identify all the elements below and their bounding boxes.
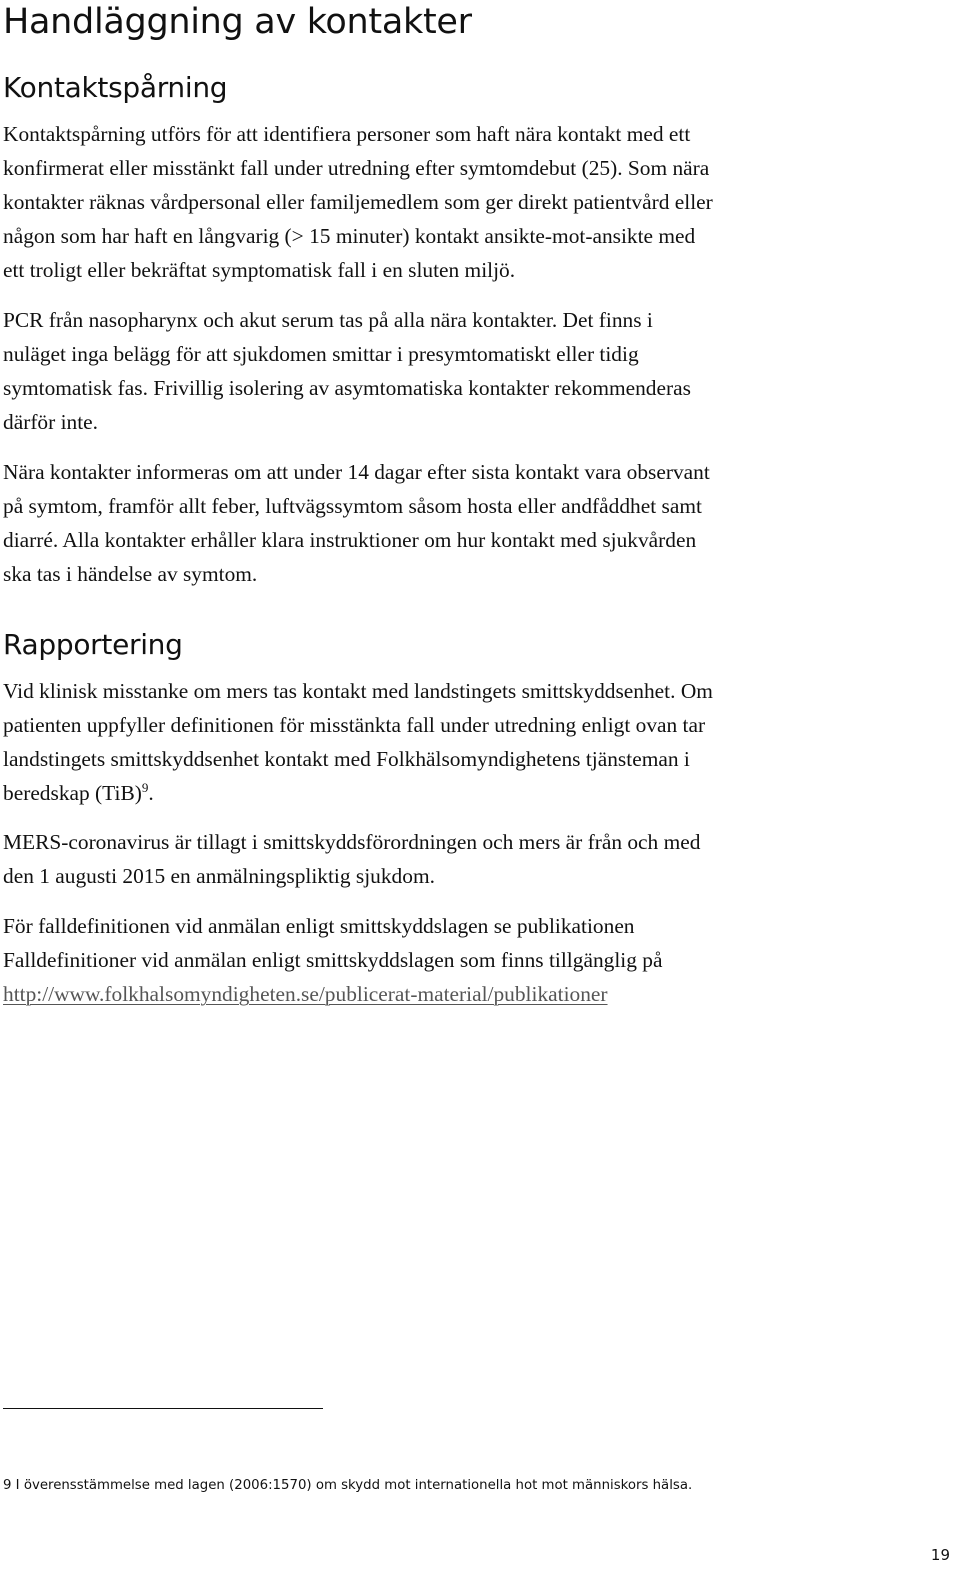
- text-line: Vid klinisk misstanke om mers tas kontakt med landstingets smittskyddsenhet. Om: [3, 679, 713, 703]
- text-line: ska tas i händelse av symtom.: [3, 562, 258, 586]
- paragraph-falldefinition: [3, 909, 823, 1011]
- paragraph-information-kontakter: [3, 455, 823, 591]
- text-line: diarré. Alla kontakter erhåller klara instruktioner om hur kontakt med sjukvården: [3, 528, 697, 552]
- footnote-reference: 9: [141, 779, 149, 795]
- paragraph-mers-anmalningspliktig: [3, 825, 823, 893]
- text-line: Nära kontakter informeras om att under 14 dagar efter sista kontakt vara observant: [3, 460, 710, 484]
- text-line: För falldefinitionen vid anmälan enligt smittskyddslagen se publikationen: [3, 914, 635, 938]
- paragraph-rapportering-smittskydd: [3, 674, 823, 810]
- text-line: landstingets smittskyddsenhet kontakt med Folkhälsomyndighetens tjänsteman i: [3, 747, 690, 771]
- section-title-rapportering: Rapportering: [3, 628, 183, 661]
- text-line: [3, 977, 823, 1011]
- text-line: symtomatisk fas. Frivillig isolering av asymtomatiska kontakter rekommenderas: [3, 376, 691, 400]
- text-line: PCR från nasopharynx och akut serum tas på alla nära kontakter. Det finns i: [3, 308, 653, 332]
- section-title-kontaktsparning: Kontaktspårning: [3, 71, 228, 104]
- text-line: någon som har haft en långvarig (> 15 minuter) kontakt ansikte-mot-ansikte med: [3, 224, 696, 248]
- text-line: ett troligt eller bekräftat symptomatisk fall i en sluten miljö.: [3, 258, 516, 282]
- text-fragment: .: [148, 781, 154, 805]
- paragraph-kontaktsparning-definition: [3, 117, 823, 287]
- text-line: MERS-coronavirus är tillagt i smittskyddsförordningen och mers är från och med: [3, 830, 701, 854]
- text-line: patienten uppfyller definitionen för misstänkta fall under utredning enligt ovan tar: [3, 713, 706, 737]
- page-number: 19: [930, 1546, 950, 1564]
- text-line: Falldefinitioner vid anmälan enligt smittskyddslagen som finns tillgänglig på: [3, 948, 663, 972]
- footnote-divider: [3, 1408, 323, 1409]
- text-line: kontakter räknas vårdpersonal eller familjemedlem som ger direkt patientvård eller: [3, 190, 713, 214]
- footnote: 9 I överensstämmelse med lagen (2006:1570) om skydd mot internationella hot mot människors hälsa.: [3, 1478, 693, 1493]
- text-line: [3, 776, 823, 810]
- page-title: Handläggning av kontakter: [3, 2, 472, 42]
- text-fragment: beredskap (TiB): [3, 781, 142, 805]
- text-line: på symtom, framför allt feber, luftvägssymtom såsom hosta eller andfåddhet samt: [3, 494, 702, 518]
- text-line: den 1 augusti 2015 en anmälningspliktig sjukdom.: [3, 864, 435, 888]
- text-line: nuläget inga belägg för att sjukdomen smittar i presymtomatiskt eller tidig: [3, 342, 639, 366]
- text-line: Kontaktspårning utförs för att identifiera personer som haft nära kontakt med ett: [3, 122, 691, 146]
- paragraph-pcr-provtagning: [3, 303, 823, 439]
- publications-link[interactable]: http://www.folkhalsomyndigheten.se/publicerat-material/publikationer: [3, 982, 608, 1006]
- text-line: konfirmerat eller misstänkt fall under utredning efter symtomdebut (25). Som nära: [3, 156, 710, 180]
- text-line: därför inte.: [3, 410, 99, 434]
